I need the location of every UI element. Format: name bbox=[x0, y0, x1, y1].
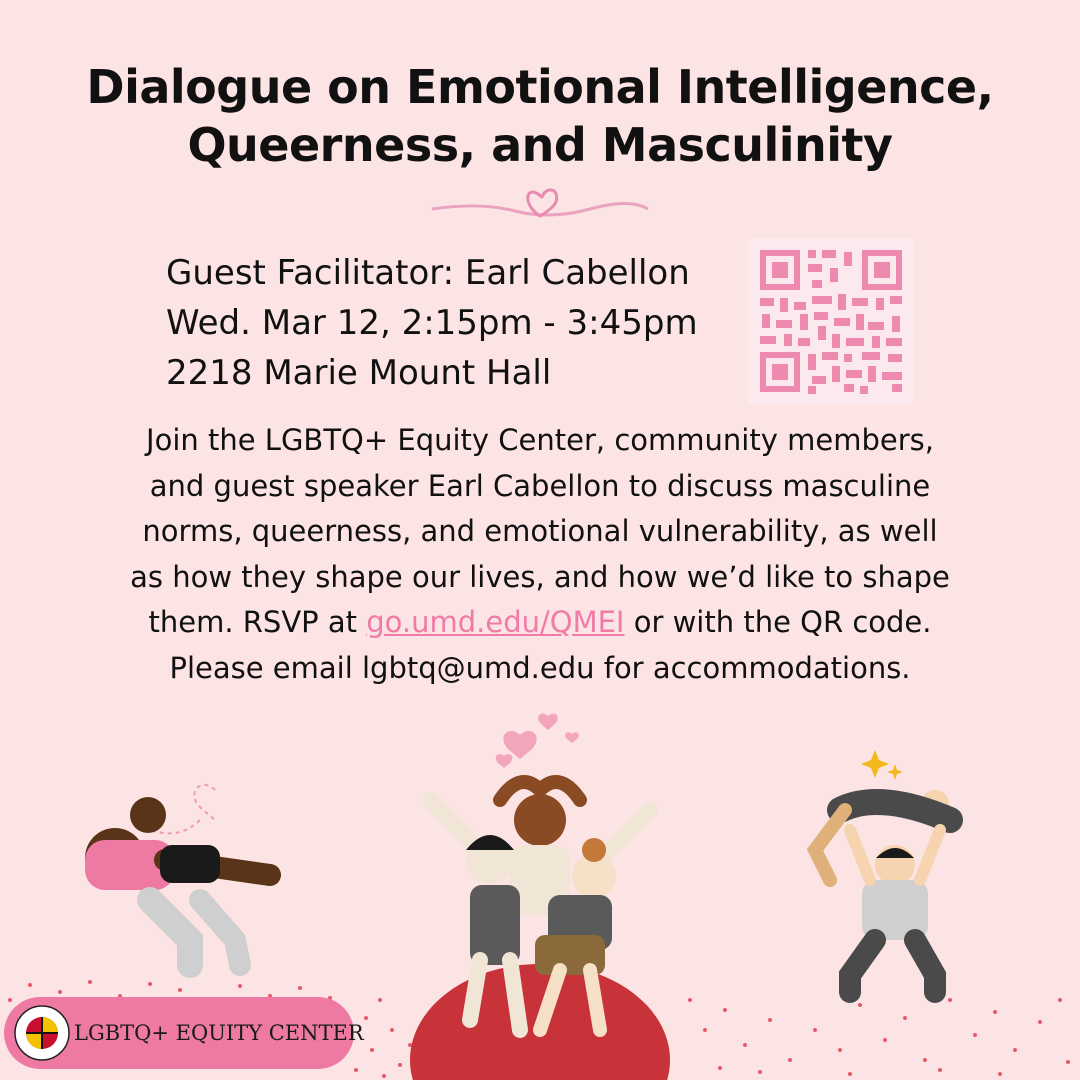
description-line: as how they shape our lives, and how we’d like to shape bbox=[130, 559, 950, 594]
sparkle-icon bbox=[861, 750, 889, 778]
event-details bbox=[166, 248, 698, 398]
facilitator: Guest Facilitator: Earl Cabellon bbox=[166, 253, 690, 293]
university-seal-icon bbox=[14, 1005, 70, 1061]
hearts-icon bbox=[496, 714, 579, 768]
equity-center-badge bbox=[4, 997, 364, 1069]
heart-divider-icon bbox=[430, 178, 650, 228]
event-title bbox=[0, 58, 1080, 174]
event-datetime: Wed. Mar 12, 2:15pm - 3:45pm bbox=[166, 303, 698, 343]
title-line-2: Queerness, and Masculinity bbox=[187, 118, 893, 172]
event-location: 2218 Marie Mount Hall bbox=[166, 353, 552, 393]
description-line: Join the LGBTQ+ Equity Center, community members, bbox=[146, 423, 934, 457]
description-line-rsvp bbox=[60, 600, 1020, 646]
qr-text: or with the QR code. bbox=[624, 605, 932, 639]
description-line: Please email lgbtq@umd.edu for accommodations. bbox=[169, 650, 911, 685]
event-description bbox=[60, 418, 1020, 691]
equity-center-label: LGBTQ+ EQUITY CENTER bbox=[74, 1021, 364, 1045]
qr-code-icon[interactable] bbox=[748, 238, 914, 404]
title-line-1: Dialogue on Emotional Intelligence, bbox=[86, 60, 994, 114]
description-line: norms, queerness, and emotional vulnerability, as well bbox=[142, 514, 938, 548]
description-line: and guest speaker Earl Cabellon to discuss masculine bbox=[149, 468, 931, 503]
rsvp-text: them. RSVP at bbox=[148, 605, 367, 639]
rsvp-link[interactable]: go.umd.edu/QMEI bbox=[366, 605, 625, 639]
left-duo bbox=[85, 785, 270, 965]
right-duo bbox=[815, 750, 950, 992]
